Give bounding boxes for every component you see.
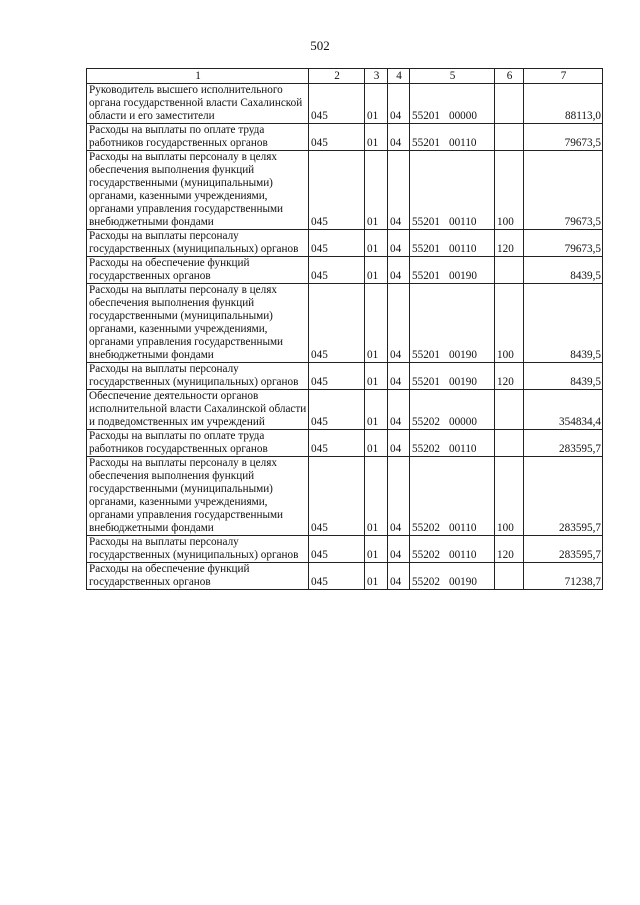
row-target-article (410, 563, 495, 590)
target-article-part-1: 55201 (412, 243, 440, 255)
target-article-part-1: 55202 (412, 522, 440, 534)
row-section-code: 01 (365, 563, 388, 590)
row-section-code: 01 (365, 457, 388, 536)
row-target-article (410, 124, 495, 151)
row-target-article (410, 257, 495, 284)
row-target-article (410, 230, 495, 257)
row-target-article (410, 363, 495, 390)
row-expense-type (495, 390, 524, 430)
table-header-row (87, 69, 603, 84)
row-name: Расходы на обеспечение функций государственных органов (87, 563, 309, 590)
target-article-part-1: 55202 (412, 576, 440, 588)
row-expense-type: 120 (495, 536, 524, 563)
row-name: Расходы на выплаты персоналу государственных (муниципальных) органов (87, 363, 309, 390)
row-subsection-code: 04 (388, 257, 410, 284)
target-article-part-1: 55201 (412, 270, 440, 282)
row-section-code: 01 (365, 430, 388, 457)
header-col-6: 6 (495, 69, 524, 84)
target-article-part-1: 55201 (412, 137, 440, 149)
target-article-part-2: 00190 (448, 349, 477, 361)
target-article-part-2: 00110 (448, 443, 477, 455)
row-ministry-code: 045 (309, 563, 365, 590)
row-amount: 88113,0 (524, 84, 603, 124)
row-expense-type: 100 (495, 151, 524, 230)
target-article-part-2: 00110 (448, 216, 477, 228)
row-section-code: 01 (365, 363, 388, 390)
row-amount: 79673,5 (524, 230, 603, 257)
target-article-part-1: 55202 (412, 416, 440, 428)
row-name: Расходы на выплаты персоналу в целях обеспечения выполнения функций государственными (муниципальными) органами, казенными учреждениями, органами управления государственными внебюджетными фондами (87, 284, 309, 363)
row-expense-type (495, 257, 524, 284)
row-ministry-code: 045 (309, 230, 365, 257)
target-article-part-1: 55201 (412, 110, 440, 122)
target-article-part-2: 00190 (448, 376, 477, 388)
target-article-part-1: 55202 (412, 443, 440, 455)
row-ministry-code: 045 (309, 536, 365, 563)
row-subsection-code: 04 (388, 124, 410, 151)
row-ministry-code: 045 (309, 151, 365, 230)
row-expense-type: 120 (495, 363, 524, 390)
row-section-code: 01 (365, 151, 388, 230)
target-article-part-1: 55201 (412, 376, 440, 388)
table-row (87, 363, 603, 390)
table-row (87, 390, 603, 430)
target-article-part-2: 00190 (448, 576, 477, 588)
row-subsection-code: 04 (388, 563, 410, 590)
row-subsection-code: 04 (388, 457, 410, 536)
row-name: Расходы на обеспечение функций государственных органов (87, 257, 309, 284)
row-ministry-code: 045 (309, 84, 365, 124)
row-subsection-code: 04 (388, 430, 410, 457)
row-amount: 79673,5 (524, 151, 603, 230)
row-expense-type (495, 124, 524, 151)
row-section-code: 01 (365, 84, 388, 124)
row-subsection-code: 04 (388, 230, 410, 257)
header-col-5: 5 (410, 69, 495, 84)
row-ministry-code: 045 (309, 284, 365, 363)
row-ministry-code: 045 (309, 430, 365, 457)
page-number: 502 (310, 38, 330, 53)
row-target-article (410, 457, 495, 536)
row-name: Расходы на выплаты по оплате труда работников государственных органов (87, 430, 309, 457)
row-expense-type (495, 84, 524, 124)
table-row (87, 563, 603, 590)
row-target-article (410, 430, 495, 457)
table-row (87, 151, 603, 230)
row-subsection-code: 04 (388, 536, 410, 563)
row-expense-type: 100 (495, 457, 524, 536)
row-amount: 283595,7 (524, 430, 603, 457)
row-subsection-code: 04 (388, 151, 410, 230)
target-article-part-2: 00190 (448, 270, 477, 282)
table-row (87, 84, 603, 124)
row-amount: 71238,7 (524, 563, 603, 590)
row-target-article (410, 284, 495, 363)
row-subsection-code: 04 (388, 284, 410, 363)
table-body (87, 84, 603, 590)
budget-table (86, 68, 603, 590)
row-name: Расходы на выплаты персоналу в целях обеспечения выполнения функций государственными (муниципальными) органами, казенными учреждениями, органами управления государственными внебюджетными фондами (87, 151, 309, 230)
row-section-code: 01 (365, 536, 388, 563)
table-row (87, 284, 603, 363)
row-section-code: 01 (365, 124, 388, 151)
target-article-part-2: 00110 (448, 137, 477, 149)
row-expense-type: 120 (495, 230, 524, 257)
row-amount: 8439,5 (524, 284, 603, 363)
target-article-part-2: 00110 (448, 549, 477, 561)
row-section-code: 01 (365, 230, 388, 257)
row-name: Руководитель высшего исполнительного органа государственной власти Сахалинской области и его заместители (87, 84, 309, 124)
table-row (87, 230, 603, 257)
header-col-7: 7 (524, 69, 603, 84)
table-row (87, 257, 603, 284)
row-amount: 283595,7 (524, 536, 603, 563)
table-row (87, 430, 603, 457)
row-amount: 354834,4 (524, 390, 603, 430)
row-ministry-code: 045 (309, 257, 365, 284)
row-amount: 8439,5 (524, 363, 603, 390)
target-article-part-1: 55201 (412, 216, 440, 228)
header-col-3: 3 (365, 69, 388, 84)
header-col-2: 2 (309, 69, 365, 84)
row-subsection-code: 04 (388, 84, 410, 124)
row-ministry-code: 045 (309, 124, 365, 151)
header-col-1: 1 (87, 69, 309, 84)
row-ministry-code: 045 (309, 390, 365, 430)
row-name: Расходы на выплаты персоналу в целях обеспечения выполнения функций государственными (муниципальными) органами, казенными учреждениями, органами управления государственными внебюджетными фондами (87, 457, 309, 536)
row-target-article (410, 84, 495, 124)
row-name: Расходы на выплаты персоналу государственных (муниципальных) органов (87, 230, 309, 257)
row-subsection-code: 04 (388, 390, 410, 430)
row-section-code: 01 (365, 257, 388, 284)
table-row (87, 124, 603, 151)
target-article-part-2: 00110 (448, 243, 477, 255)
target-article-part-2: 00000 (448, 416, 477, 428)
row-name: Обеспечение деятельности органов исполнительной власти Сахалинской области и подведомственных им учреждений (87, 390, 309, 430)
row-subsection-code: 04 (388, 363, 410, 390)
row-target-article (410, 390, 495, 430)
row-ministry-code: 045 (309, 457, 365, 536)
row-name: Расходы на выплаты персоналу государственных (муниципальных) органов (87, 536, 309, 563)
row-target-article (410, 536, 495, 563)
row-amount: 283595,7 (524, 457, 603, 536)
target-article-part-2: 00110 (448, 522, 477, 534)
table-row (87, 457, 603, 536)
row-amount: 79673,5 (524, 124, 603, 151)
target-article-part-2: 00000 (448, 110, 477, 122)
row-amount: 8439,5 (524, 257, 603, 284)
row-target-article (410, 151, 495, 230)
row-ministry-code: 045 (309, 363, 365, 390)
target-article-part-1: 55202 (412, 549, 440, 561)
row-expense-type (495, 563, 524, 590)
row-section-code: 01 (365, 390, 388, 430)
header-col-4: 4 (388, 69, 410, 84)
row-name: Расходы на выплаты по оплате труда работников государственных органов (87, 124, 309, 151)
row-section-code: 01 (365, 284, 388, 363)
row-expense-type: 100 (495, 284, 524, 363)
row-expense-type (495, 430, 524, 457)
target-article-part-1: 55201 (412, 349, 440, 361)
table-row (87, 536, 603, 563)
